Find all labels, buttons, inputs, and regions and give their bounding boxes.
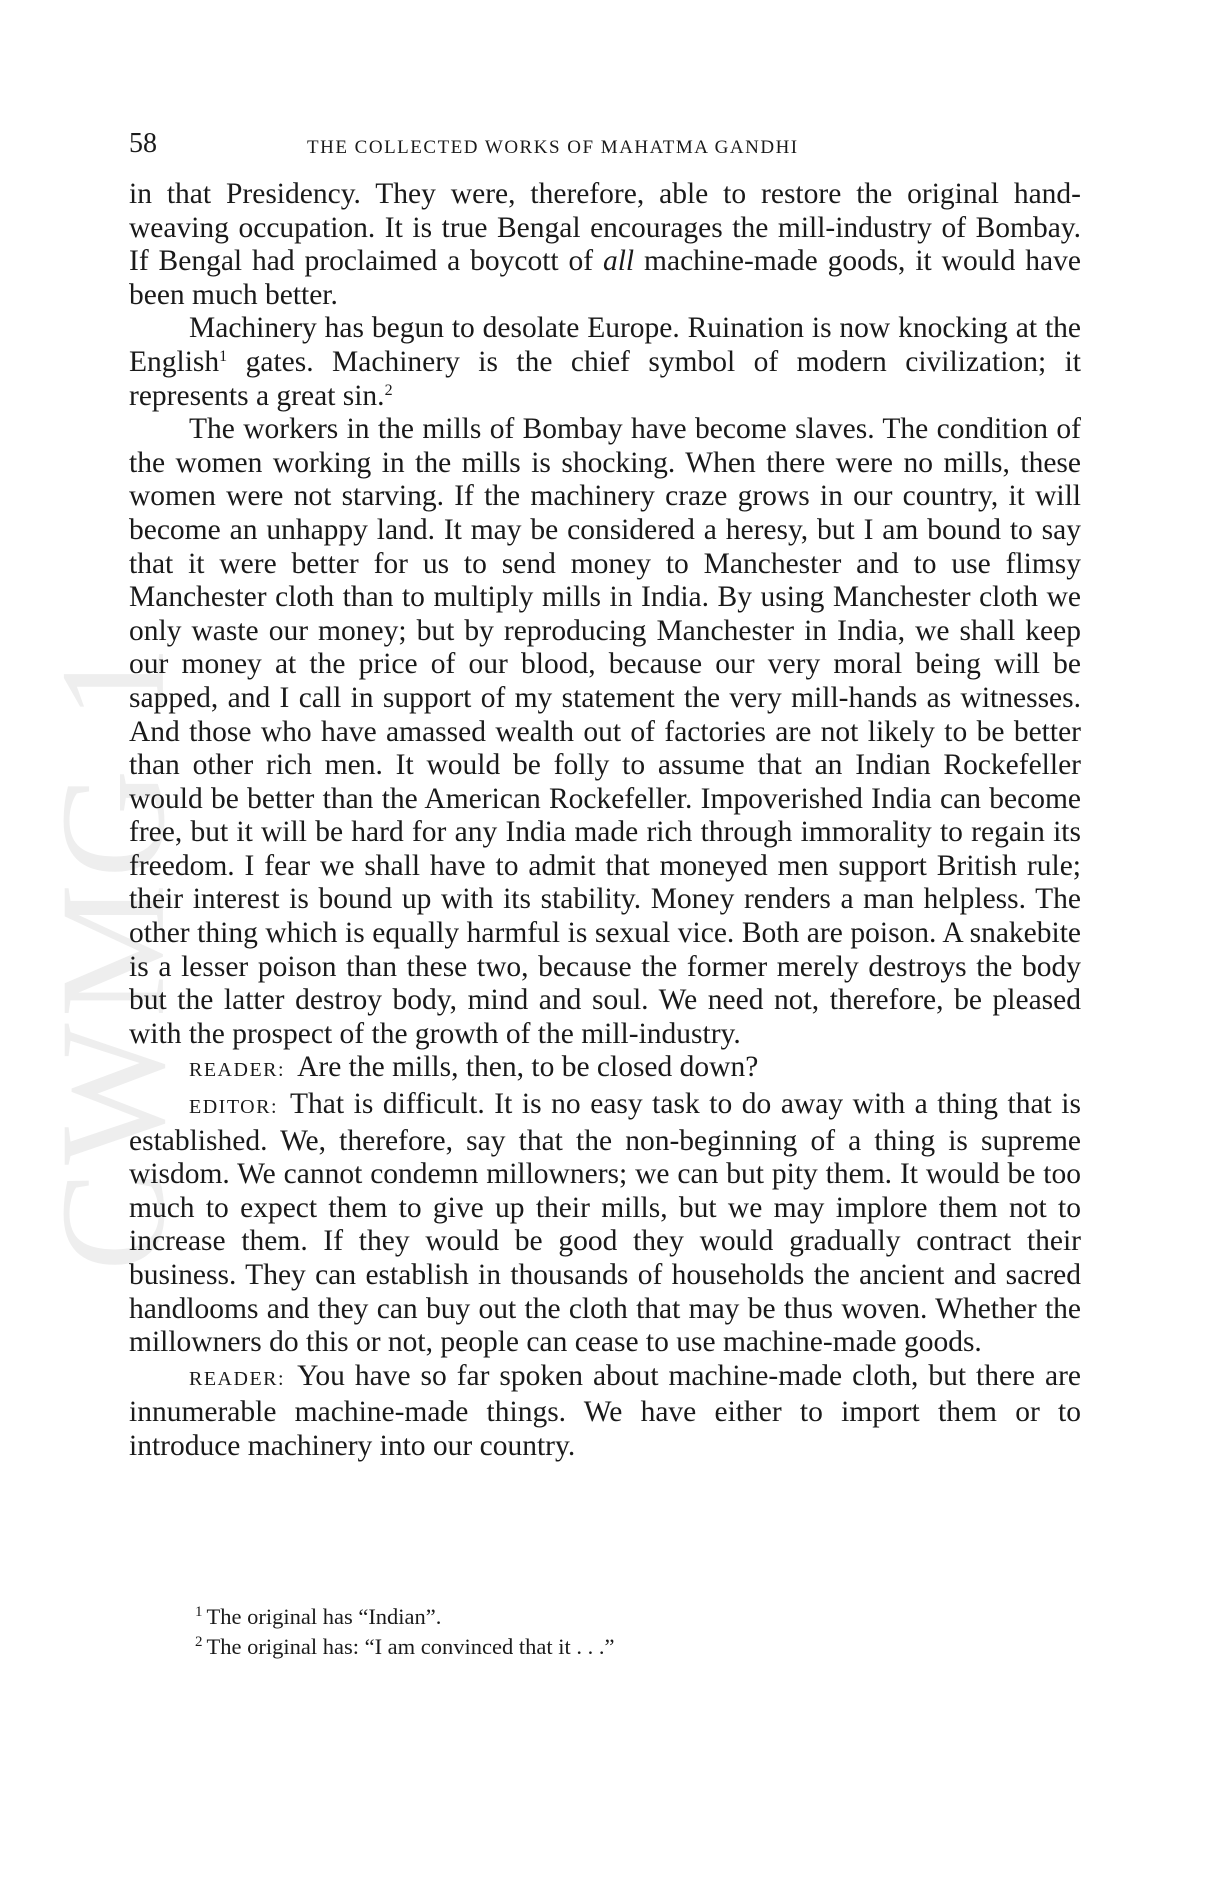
dialogue-text: You have so far spoken about machine-made cloth, but there are innumerable machine-made things. We have either to import them or to introduce machinery into our country.	[129, 1359, 1081, 1462]
dialogue-text: Are the mills, then, to be closed down?	[297, 1051, 759, 1084]
footnote-2	[195, 1632, 1015, 1662]
body-text	[129, 178, 1081, 1464]
paragraph-2-text-a: Machinery has begun to desolate Europe. Ruination is now knocking at the English	[129, 312, 1081, 378]
paragraph-1	[129, 178, 1081, 312]
paragraph-1-text-a: in that Presidency. They were, therefore, able to restore the original hand-weaving occupation. It is true Bengal encourages the mill-industry of Bombay. If Bengal had proclaimed a boycott of	[129, 178, 1081, 278]
watermark-text: CWMG 1	[30, 639, 197, 1271]
dialogue-reader-2	[129, 1360, 1081, 1464]
footnote-text: The original has “Indian”.	[206, 1604, 442, 1629]
dialogue-reader-1	[129, 1051, 1081, 1088]
dialogue-editor-1	[129, 1088, 1081, 1360]
emphasis-all: all	[602, 245, 635, 278]
footnote-1	[195, 1602, 1015, 1632]
speaker-label: READER:	[189, 1367, 286, 1390]
footnote-ref-2: 2	[384, 381, 393, 399]
speaker-label: EDITOR:	[189, 1096, 279, 1119]
footnote-marker: 2	[195, 1634, 203, 1650]
footnote-marker: 1	[195, 1604, 203, 1620]
page-header	[129, 128, 1081, 168]
paragraph-2	[129, 312, 1081, 413]
dialogue-text: That is difficult. It is no easy task to do away with a thing that is established. We, therefore, say that the non-beginning of a thing is supreme wisdom. We cannot condemn millowners; we can but pity them. It would be too much to expect them to give up their mills, but we may implore them not to increase them. If they would be good they would gradually contract their business. They can establish in thousands of households the ancient and sacred handlooms and they can buy out the cloth that may be thus woven. Whether the millowners do this or not, people can cease to use machine-made goods.	[129, 1088, 1081, 1359]
footnote-ref-1: 1	[219, 347, 228, 365]
paragraph-3: The workers in the mills of Bombay have become slaves. The condition of the women working in the mills is shocking. When there were no mills, these women were not starving. If the machinery craze grows in our country, it will become an unhappy land. It may be considered a heresy, but I am bound to say that it were better for us to send money to Manchester and to use flimsy Manchester cloth than to multiply mills in India. By using Manchester cloth we only waste our money; but by reproducing Manchester in India, we shall keep our money at the price of our blood, because our very moral being will be sapped, and I call in support of my statement the very mill-hands as witnesses. And those who have amassed wealth out of factories are not likely to be better than other rich men. It would be folly to assume that an Indian Rockefeller would be better than the American Rockefeller. Impoverished India can become free, but it will be hard for any India made rich through immorality to regain its freedom. I fear we shall have to admit that moneyed men support British rule; their interest is bound up with its stability. Money renders a man helpless. The other thing which is equally harmful is sexual vice. Both are poison. A snakebite is a lesser poison than these two, because the former merely destroys the body but the latter destroy body, mind and soul. We need not, therefore, be pleased with the prospect of the growth of the mill-industry.	[129, 413, 1081, 1050]
running-title: THE COLLECTED WORKS OF MAHATMA GANDHI	[307, 137, 799, 158]
page-number: 58	[129, 128, 157, 159]
paragraph-2-text-b: gates. Machinery is the chief symbol of modern civilization; it represents a great sin.	[129, 345, 1081, 412]
footnote-text: The original has: “I am convinced that it . . .”	[206, 1634, 615, 1659]
footnotes	[195, 1602, 1015, 1662]
speaker-label: READER:	[189, 1059, 286, 1082]
paragraph-1-text-b: machine-made goods, it would have been much better.	[129, 245, 1081, 311]
